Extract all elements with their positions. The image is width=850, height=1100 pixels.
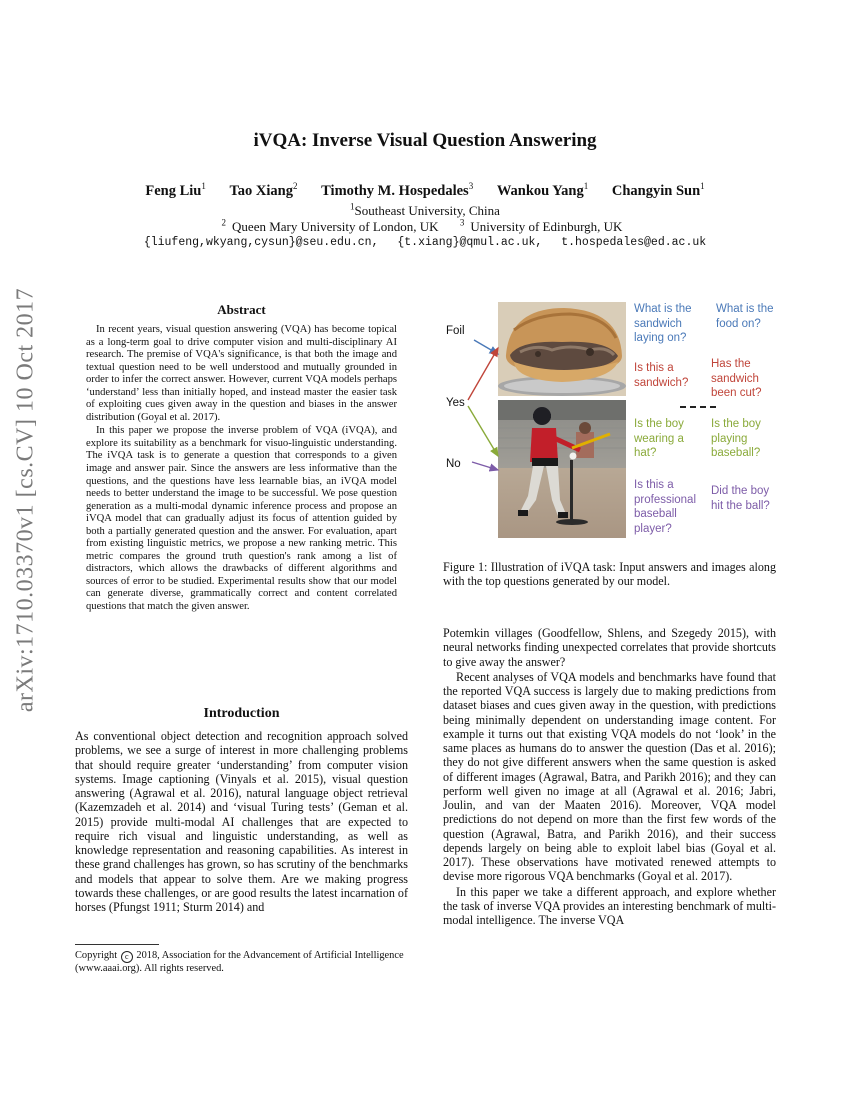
author-name: Wankou Yang [496, 183, 584, 199]
email-group-3[interactable]: t.hospedales@ed.ac.uk [561, 236, 707, 249]
introduction-paragraph: As conventional object detection and recognition approach solved problems, we see a surge of interest in more challenging problems that should require greater ‘understanding’ from computer vision systems. Image captioning (Vinyals et al. 2015), visual question answering (Agrawal et al. 2016), natural language object retrieval (Kazemzadeh et al. 2014) and ‘visual Turing tests’ (Geman et al. 2015) provide multi-modal AI challenges that are expected to require rich visual and linguistic understanding, as well as knowledge representation and reasoning capabilities. As interest in these grand challenges has grown, so has scrutiny of the benchmarks and models that appear to solve them. Are we making progress towards these challenges, or are good results the latest incarnation of horses (Pfungst 1911; Sturm 2014) and [75, 729, 408, 914]
no-arrow [472, 462, 498, 470]
sandwich-image [498, 302, 626, 396]
question-no-1: Is this a professional baseball player? [634, 479, 697, 535]
author-sup: 1 [700, 181, 705, 192]
author-name: Feng Liu [145, 183, 202, 199]
arxiv-stamp [4, 287, 48, 713]
question-foil-1: What is the sandwich laying on? [634, 303, 692, 344]
affiliation-3 [460, 219, 629, 234]
author-sup: 1 [201, 181, 206, 192]
affiliation-name: Queen Mary University of London, UK [232, 219, 439, 234]
question-foil-2: What is the food on? [716, 303, 774, 330]
email-group-1[interactable]: {liufeng,wkyang,cysun}@seu.edu.cn, [143, 236, 379, 249]
author-1 [145, 183, 206, 199]
copyright-text: 2018, Association for the Advancement of Artificial Intelligence (www.aaai.org). All rights reserved. [75, 950, 404, 974]
abstract-section [75, 302, 408, 614]
right-paragraph-2: Recent analyses of VQA models and benchmarks have found that the reported VQA success is largely due to making predictions from dataset biases and cues given away in the question, with predictions being minimally dependent on understanding image content. For example it turns out that existing VQA models do not ‘look’ in the same places as humans do to answer the question (Das et al. 2016); they do not give different answers when the same question is asked of different images (Agrawal, Batra, and Parikh 2016); and they can perform well given no image at all (Agrawal et al. 2016; Jabri, Joulin, and van der Maaten 2016). Moreover, VQA model predictions do not depend on more than the first few words of the question (Agrawal, Batra, and Parikh 2016), and their success depends largely on being able to exploit label bias (Goyal et al. 2017). These observations have motivated renewed attempts to devise more rigorous VQA benchmarks (Goyal et al. 2017). [443, 669, 776, 884]
arxiv-stamp-text[interactable]: arXiv:1710.03370v1 [cs.CV] 10 Oct 2017 [12, 287, 39, 713]
copyright-label: Copyright [75, 950, 118, 961]
author-2 [229, 183, 297, 199]
right-paragraph-3: In this paper we take a different approach, and explore whether the task of inverse VQA provides an interesting benchmark of multi-modal intelligence. The inverse VQA [443, 884, 776, 927]
paper-title: iVQA: Inverse Visual Question Answering [253, 130, 597, 151]
right-column-text [443, 626, 776, 927]
abstract-paragraph-2: In this paper we propose the inverse problem of VQA (iVQA), and explore its suitability as a benchmark for visuo-linguistic understanding. The iVQA task is to generate a question that corresponds to a given image and answer pair. Since the answers are less informative than the questions, and the questions have less learnable bias, an iVQA model needs to better understand the image to be successful. We pose question generation as a multi-modal dynamic inference process and propose an iVQA model that can gradually adjust its focus of attention guided by both a partially generated question and the answer. For evaluation, apart from existing linguistic metrics, we propose a new ranking metric. This metric compares the ground truth question's rank among a list of distractors, which allows the drawbacks of different algorithms and sources of error to be studied. Experimental results show that our model can generate diverse, grammatically correct and content correlated questions that match the given answer. [86, 425, 397, 613]
author-sup: 1 [583, 181, 589, 192]
author-sup: 3 [468, 181, 474, 192]
affiliation-line-2 [0, 219, 850, 235]
affiliation-sup: 1 [350, 201, 355, 212]
author-5 [612, 183, 705, 199]
author-name: Tao Xiang [229, 183, 293, 199]
baseball-image [498, 400, 626, 538]
abstract-paragraph-1: In recent years, visual question answering (VQA) has become topical as a long-term goal to drive computer vision and multi-disciplinary AI research. The premise of VQA's significance, is that both the image and textual question need to be well understood and mutually grounded in order to infer the correct answer. However, current VQA models perhaps ‘understand’ less than initially hoped, and instead master the easier task of exploiting cues given away in the question and biases in the answer distribution (Goyal et al. 2017). [86, 324, 397, 423]
affiliation-name: University of Edinburgh, UK [470, 219, 623, 234]
introduction-heading: Introduction [203, 706, 280, 721]
affiliation-name: Southeast University, China [354, 203, 500, 218]
foil-arrow [474, 340, 498, 354]
yes-arrow-baseball [468, 406, 498, 456]
author-3 [321, 183, 473, 199]
yes-arrow-sandwich [468, 348, 498, 400]
author-emails [0, 236, 850, 249]
answer-label-no: No [446, 458, 461, 470]
right-paragraph-1: Potemkin villages (Goodfellow, Shlens, and Szegedy 2015), with neural networks finding unexpected correlates that provide shortcuts to give away the answer? [443, 626, 776, 669]
question-yes-4: Is the boy playing baseball? [711, 418, 761, 459]
abstract-heading: Abstract [217, 302, 266, 317]
question-no-2: Did the boy hit the ball? [711, 485, 770, 512]
answer-arrows [468, 340, 498, 470]
email-group-2[interactable]: {t.xiang}@qmul.ac.uk, [397, 236, 543, 249]
figure-1-caption: Figure 1: Illustration of iVQA task: Input answers and images along with the top questions generated by our model. [443, 560, 776, 589]
author-4 [497, 183, 588, 199]
author-sup: 2 [293, 181, 298, 192]
question-yes-2: Has the sandwich been cut? [711, 358, 762, 399]
author-name: Changyin Sun [611, 183, 701, 199]
affiliation-line-1 [0, 203, 850, 219]
question-yes-3: Is the boy wearing a hat? [634, 418, 684, 459]
answer-label-yes: Yes [446, 397, 465, 409]
introduction-section [75, 729, 408, 914]
author-list [0, 183, 850, 200]
affiliation-sup: 2 [221, 217, 227, 228]
question-yes-1: Is this a sandwich? [634, 362, 689, 389]
copyright-icon: c [121, 951, 133, 963]
author-name: Timothy M. Hospedales [321, 183, 469, 199]
copyright-footnote [75, 950, 408, 975]
answer-label-foil: Foil [446, 325, 465, 337]
footnote-rule [75, 944, 159, 945]
affiliation-2 [222, 219, 445, 234]
figure-1 [440, 300, 775, 562]
affiliation-sup: 3 [459, 217, 465, 228]
